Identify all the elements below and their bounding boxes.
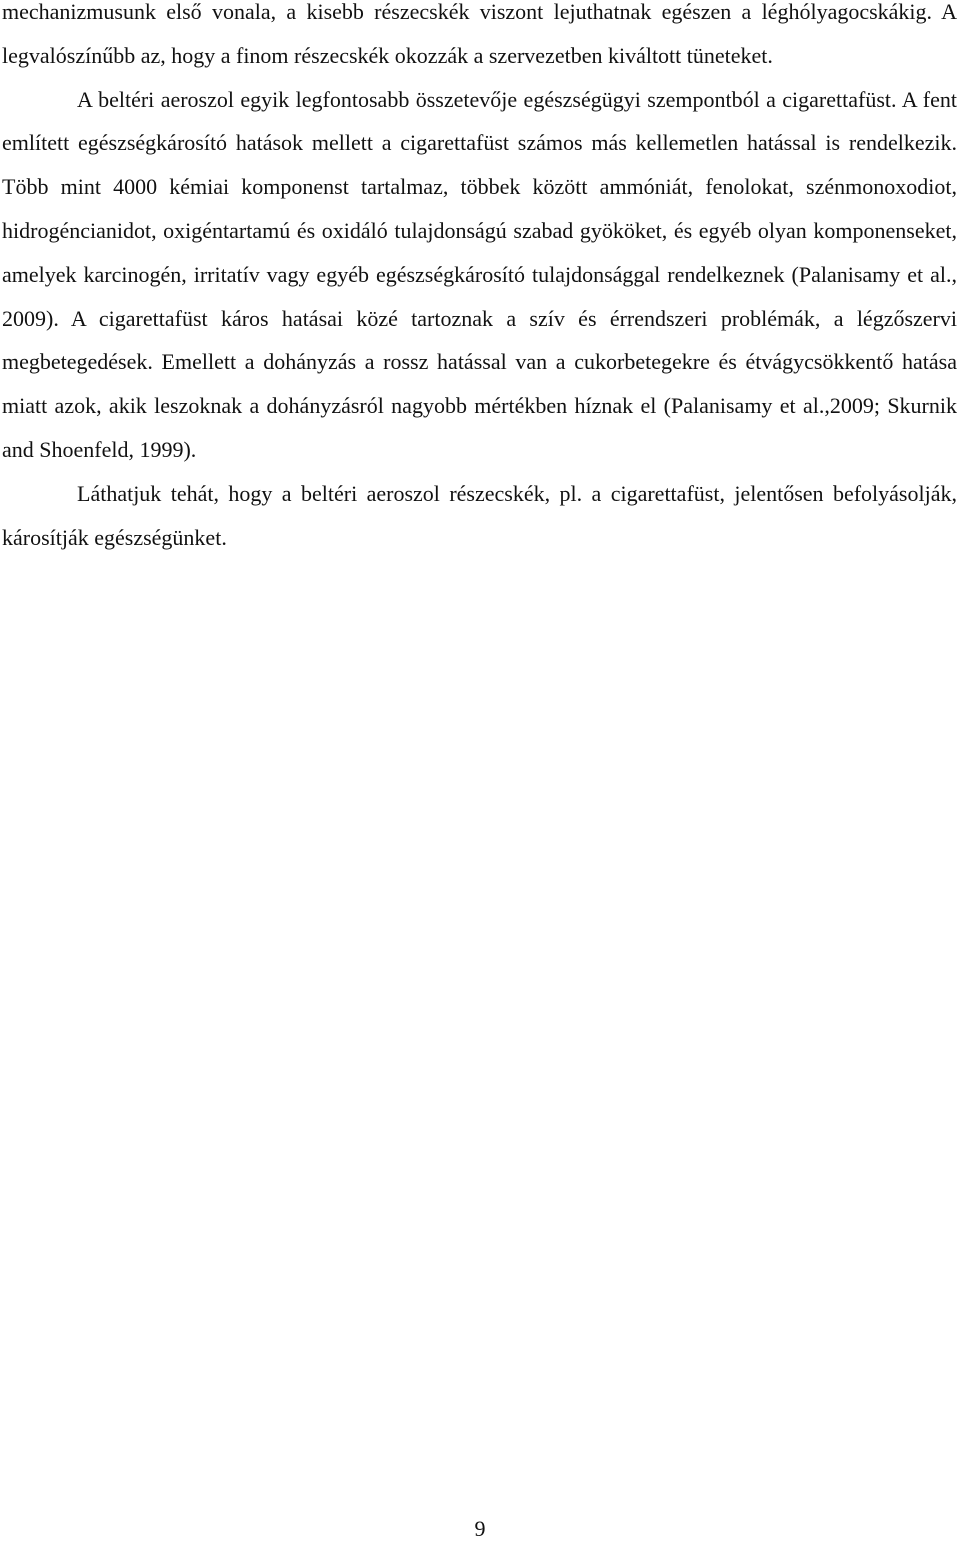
paragraph-cigarette-smoke: A beltéri aeroszol egyik legfontosabb összetevője egészségügyi szempontból a cigarettafüst. A fent említett egészségkárosító hatások mellett a cigarettafüst számos más kellemetlen hatással is rendelkezik. Több mint 4000 kémiai komponenst tartalmaz, többek között ammóniát, fenolokat, szénmonoxodiot, hidrogéncianidot, oxigéntartamú és oxidáló tulajdonságú szabad gyököket, és egyéb olyan komponenseket, amelyek karcinogén, irritatív vagy egyéb egészségkárosító tulajdonsággal rendelkeznek (Palanisamy et al., 2009). A cigarettafüst káros hatásai közé tartoznak a szív és érrendszeri problémák, a légzőszervi megbetegedések. Emellett a dohányzás a rossz hatással van a cukorbetegekre és étvágycsökkentő hatása miatt azok, akik leszoknak a dohányzásról nagyobb mértékben híznak el (Palanisamy et al.,2009; Skurnik and Shoenfeld, 1999). <box>2 86 957 462</box>
paragraph-continued: mechanizmusunk első vonala, a kisebb részecskék viszont lejuthatnak egészen a léghólyagocskákig. A legvalószínűbb az, hogy a finom részecskék okozzák a szervezetben kiváltott tüneteket. <box>2 0 957 68</box>
body-text <box>2 0 957 559</box>
page-number: 9 <box>474 1516 486 1541</box>
paragraph-conclusion: Láthatjuk tehát, hogy a beltéri aeroszol részecskék, pl. a cigarettafüst, jelentősen befolyásolják, károsítják egészségünket. <box>2 480 957 550</box>
